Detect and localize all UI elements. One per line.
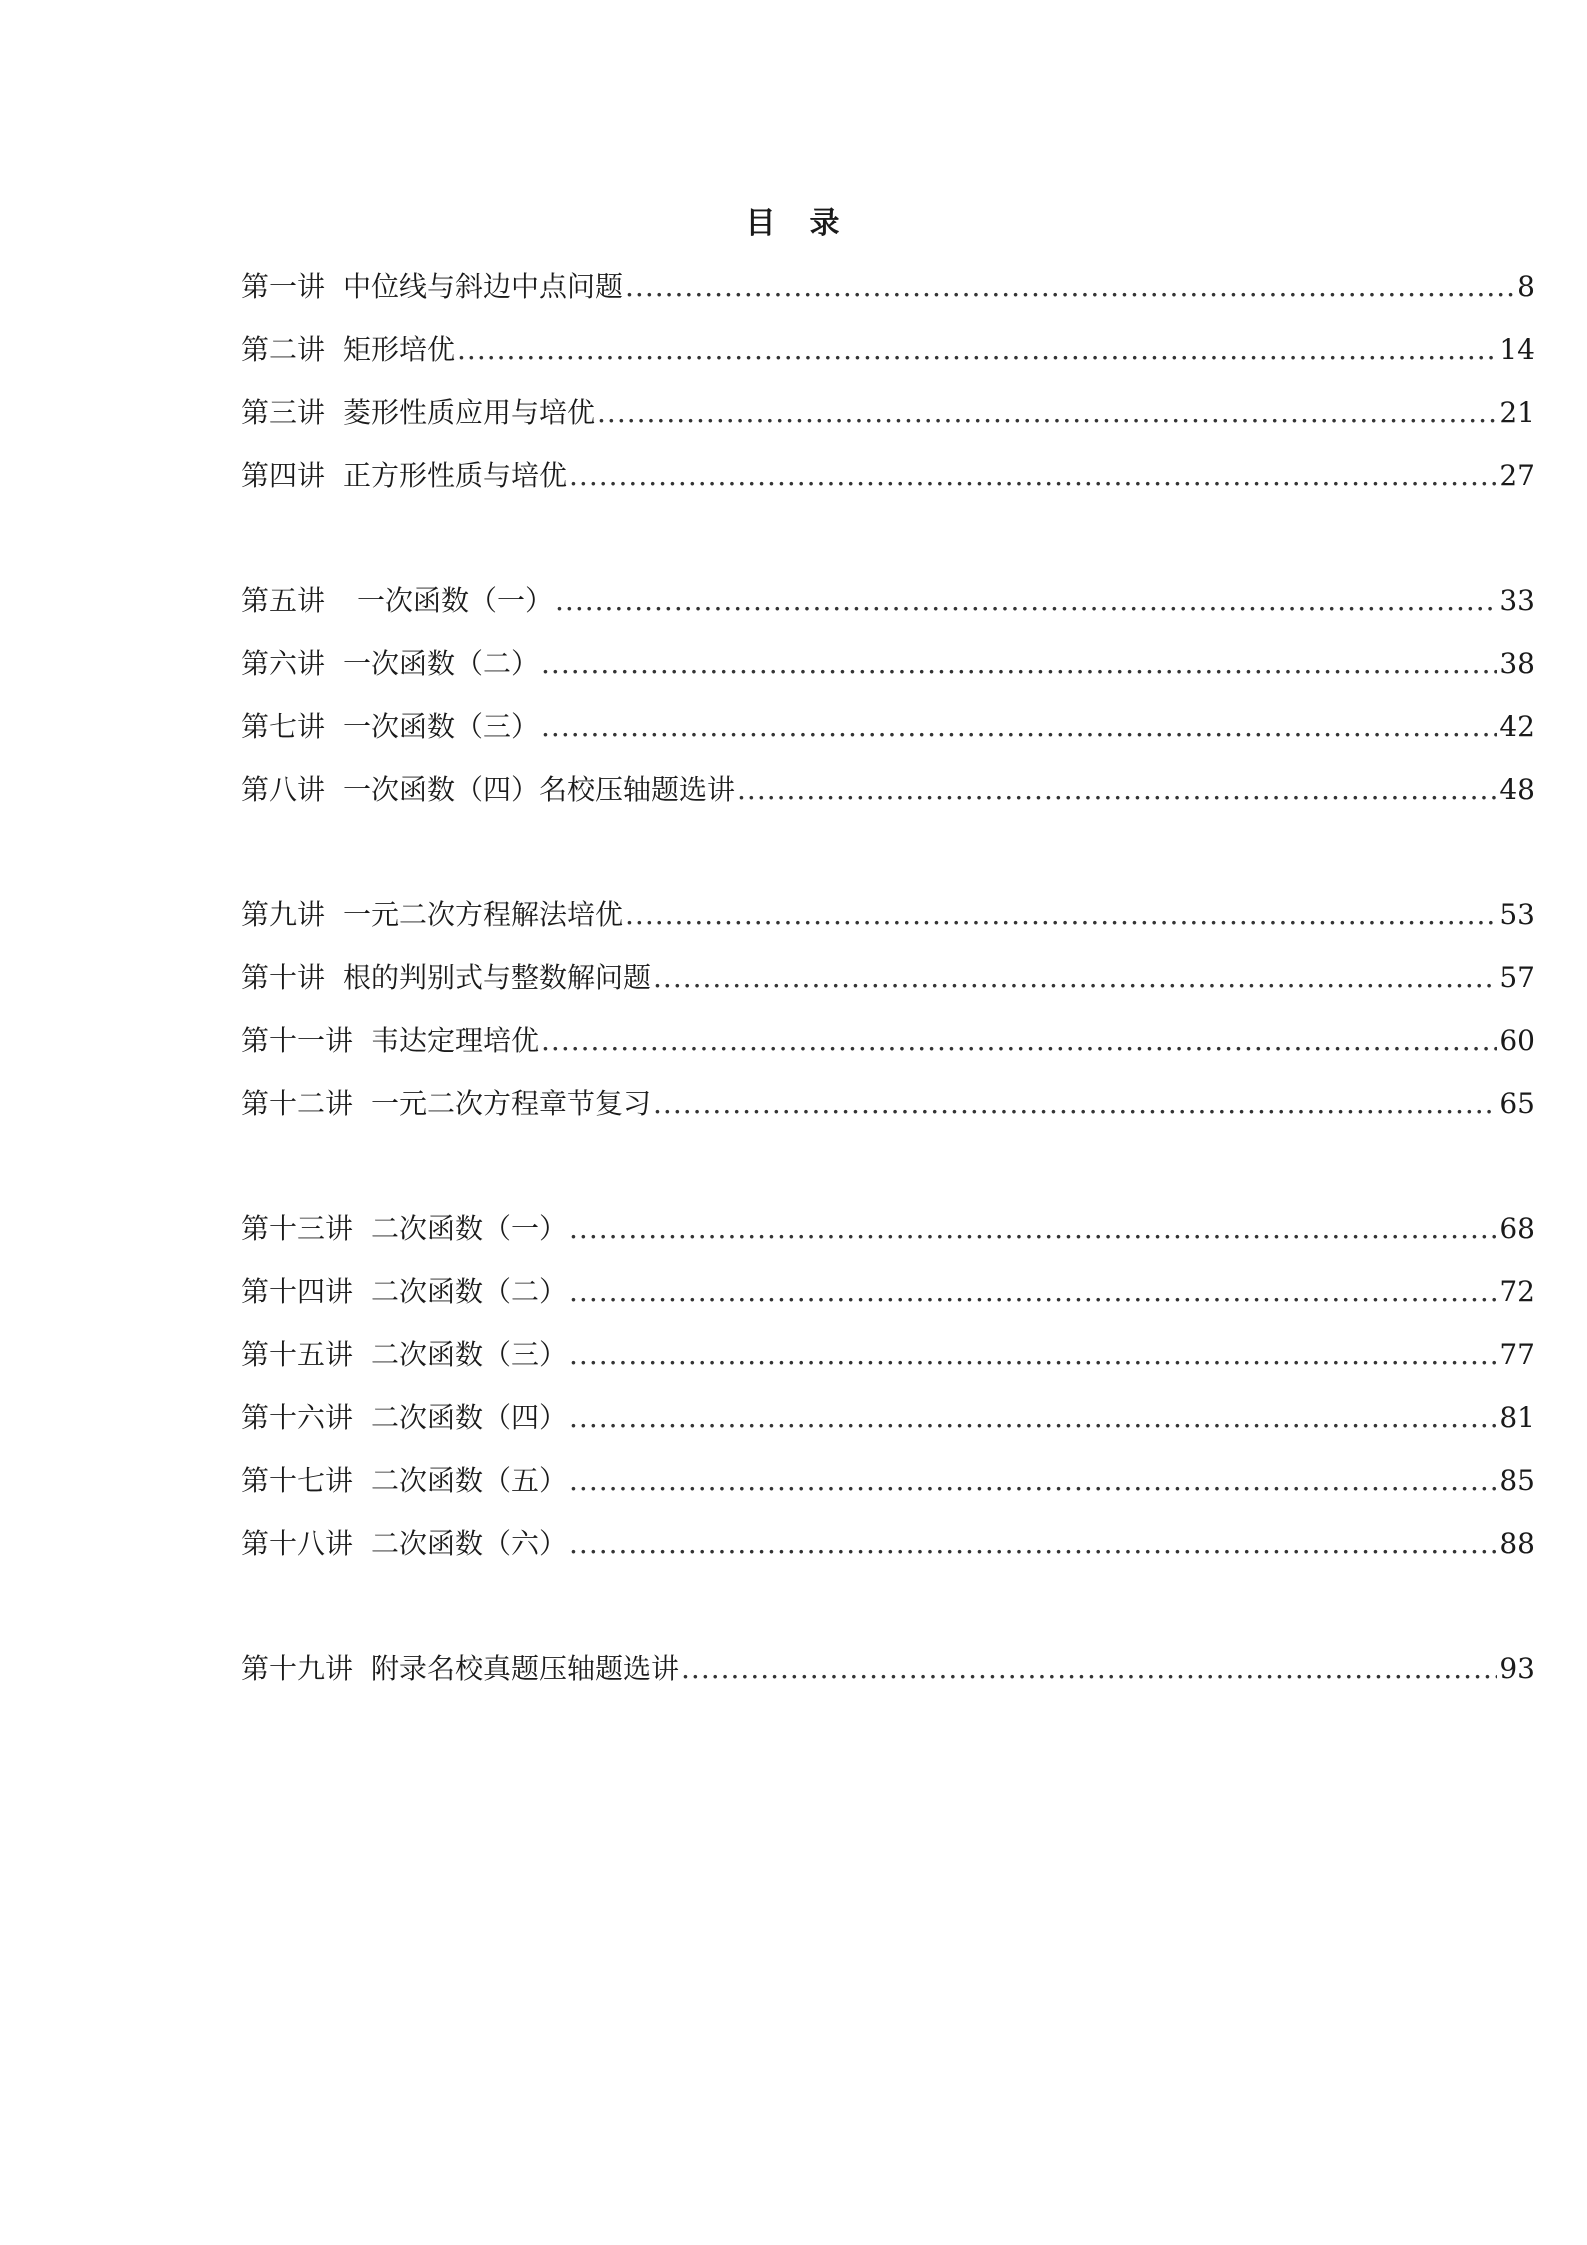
dot-leader <box>737 765 1497 815</box>
dot-leader <box>569 1204 1497 1254</box>
toc-entry[interactable] <box>241 1519 1535 1582</box>
lecture-topic: 中位线与斜边中点问题 <box>343 270 624 303</box>
toc-group <box>241 1644 1535 1707</box>
toc-entry-label <box>241 639 539 689</box>
dot-leader <box>653 953 1497 1003</box>
dot-leader <box>625 890 1497 940</box>
dot-leader <box>569 1393 1497 1443</box>
toc-entry[interactable] <box>241 451 1535 514</box>
toc-entry[interactable] <box>241 1393 1535 1456</box>
lecture-topic: 一元二次方程章节复习 <box>371 1087 652 1120</box>
toc-entry-label <box>241 1456 567 1506</box>
toc-entry[interactable] <box>241 765 1535 828</box>
toc-entry-label <box>241 451 567 501</box>
lecture-topic: 一次函数（二） <box>343 647 540 680</box>
toc-entry-label <box>241 1393 567 1443</box>
lecture-topic: 二次函数（六） <box>371 1527 568 1560</box>
dot-leader <box>625 262 1515 312</box>
page-number: 60 <box>1499 1024 1535 1057</box>
toc-entry[interactable] <box>241 388 1535 451</box>
lecture-topic: 二次函数（二） <box>371 1275 568 1308</box>
dot-leader <box>569 1456 1497 1506</box>
lecture-number: 第一讲 <box>241 270 326 303</box>
lecture-topic: 矩形培优 <box>343 333 456 366</box>
dot-leader <box>569 1267 1497 1317</box>
toc-entry-label <box>241 1204 567 1254</box>
page-number: 8 <box>1517 270 1535 303</box>
toc-entry[interactable] <box>241 1330 1535 1393</box>
lecture-topic: 一元二次方程解法培优 <box>343 898 624 931</box>
page-number: 53 <box>1499 898 1535 931</box>
lecture-topic: 韦达定理培优 <box>371 1024 540 1057</box>
toc-entry[interactable] <box>241 639 1535 702</box>
lecture-topic: 菱形性质应用与培优 <box>343 396 596 429</box>
dot-leader <box>569 1330 1497 1380</box>
page-number: 27 <box>1499 459 1535 492</box>
toc-entry[interactable] <box>241 1267 1535 1330</box>
toc-entry-label <box>241 1016 539 1066</box>
toc-entry-label <box>241 1267 567 1317</box>
lecture-topic: 一次函数（三） <box>343 710 540 743</box>
toc-entry-label <box>241 576 553 626</box>
lecture-topic: 一次函数（四）名校压轴题选讲 <box>343 773 736 806</box>
page-number: 14 <box>1499 333 1535 366</box>
lecture-number: 第十六讲 <box>241 1401 354 1434</box>
lecture-topic: 附录名校真题压轴题选讲 <box>371 1652 680 1685</box>
page-number: 21 <box>1499 396 1535 429</box>
lecture-number: 第十三讲 <box>241 1212 354 1245</box>
toc-group <box>241 576 1535 828</box>
lecture-number: 第四讲 <box>241 459 326 492</box>
lecture-number: 第八讲 <box>241 773 326 806</box>
lecture-topic: 二次函数（五） <box>371 1464 568 1497</box>
toc-entry-label <box>241 388 595 438</box>
page-number: 33 <box>1499 584 1535 617</box>
dot-leader <box>653 1079 1497 1129</box>
toc-entry[interactable] <box>241 702 1535 765</box>
page-number: 57 <box>1499 961 1535 994</box>
toc-entry[interactable] <box>241 1016 1535 1079</box>
page-number: 72 <box>1499 1275 1535 1308</box>
page-number: 68 <box>1499 1212 1535 1245</box>
dot-leader <box>597 388 1497 438</box>
dot-leader <box>541 639 1497 689</box>
page-number: 65 <box>1499 1087 1535 1120</box>
page-number: 93 <box>1499 1652 1535 1685</box>
lecture-number: 第十四讲 <box>241 1275 354 1308</box>
toc-entry[interactable] <box>241 325 1535 388</box>
page-number: 38 <box>1499 647 1535 680</box>
lecture-number: 第十八讲 <box>241 1527 354 1560</box>
toc-group <box>241 1204 1535 1582</box>
lecture-topic: 二次函数（三） <box>371 1338 568 1371</box>
lecture-number: 第三讲 <box>241 396 326 429</box>
dot-leader <box>541 702 1497 752</box>
toc-entry[interactable] <box>241 262 1535 325</box>
lecture-number: 第二讲 <box>241 333 326 366</box>
toc-entry[interactable] <box>241 953 1535 1016</box>
toc-entry-label <box>241 262 623 312</box>
page-number: 81 <box>1499 1401 1535 1434</box>
toc-entry-label <box>241 765 735 815</box>
lecture-number: 第五讲 <box>241 584 326 617</box>
lecture-topic: 二次函数（一） <box>371 1212 568 1245</box>
page-number: 42 <box>1499 710 1535 743</box>
toc-entry-label <box>241 1519 567 1569</box>
toc-title: 目 录 <box>745 206 842 241</box>
lecture-number: 第十一讲 <box>241 1024 354 1057</box>
dot-leader <box>555 576 1497 626</box>
lecture-number: 第十讲 <box>241 961 326 994</box>
toc-entry-label <box>241 325 455 375</box>
page-number: 85 <box>1499 1464 1535 1497</box>
lecture-number: 第十七讲 <box>241 1464 354 1497</box>
page-number: 48 <box>1499 773 1535 806</box>
lecture-number: 第十二讲 <box>241 1087 354 1120</box>
toc-entry-label <box>241 1644 679 1694</box>
dot-leader <box>569 1519 1497 1569</box>
lecture-number: 第七讲 <box>241 710 326 743</box>
toc-entry-label <box>241 702 539 752</box>
lecture-number: 第六讲 <box>241 647 326 680</box>
toc-entry[interactable] <box>241 890 1535 953</box>
page-number: 88 <box>1499 1527 1535 1560</box>
dot-leader <box>457 325 1497 375</box>
lecture-topic: 一次函数（一） <box>357 584 554 617</box>
table-of-contents <box>241 262 1535 1769</box>
dot-leader <box>569 451 1497 501</box>
lecture-topic: 二次函数（四） <box>371 1401 568 1434</box>
toc-entry[interactable] <box>241 1204 1535 1267</box>
page-number: 77 <box>1499 1338 1535 1371</box>
toc-entry[interactable] <box>241 576 1535 639</box>
toc-entry[interactable] <box>241 1456 1535 1519</box>
lecture-number: 第十九讲 <box>241 1652 354 1685</box>
toc-group <box>241 262 1535 514</box>
toc-entry-label <box>241 953 651 1003</box>
dot-leader <box>541 1016 1497 1066</box>
dot-leader <box>681 1644 1497 1694</box>
toc-entry[interactable] <box>241 1079 1535 1142</box>
toc-entry-label <box>241 1079 651 1129</box>
lecture-number: 第九讲 <box>241 898 326 931</box>
toc-entry-label <box>241 1330 567 1380</box>
toc-entry[interactable] <box>241 1644 1535 1707</box>
lecture-topic: 根的判别式与整数解问题 <box>343 961 652 994</box>
lecture-number: 第十五讲 <box>241 1338 354 1371</box>
toc-entry-label <box>241 890 623 940</box>
toc-group <box>241 890 1535 1142</box>
lecture-topic: 正方形性质与培优 <box>343 459 568 492</box>
